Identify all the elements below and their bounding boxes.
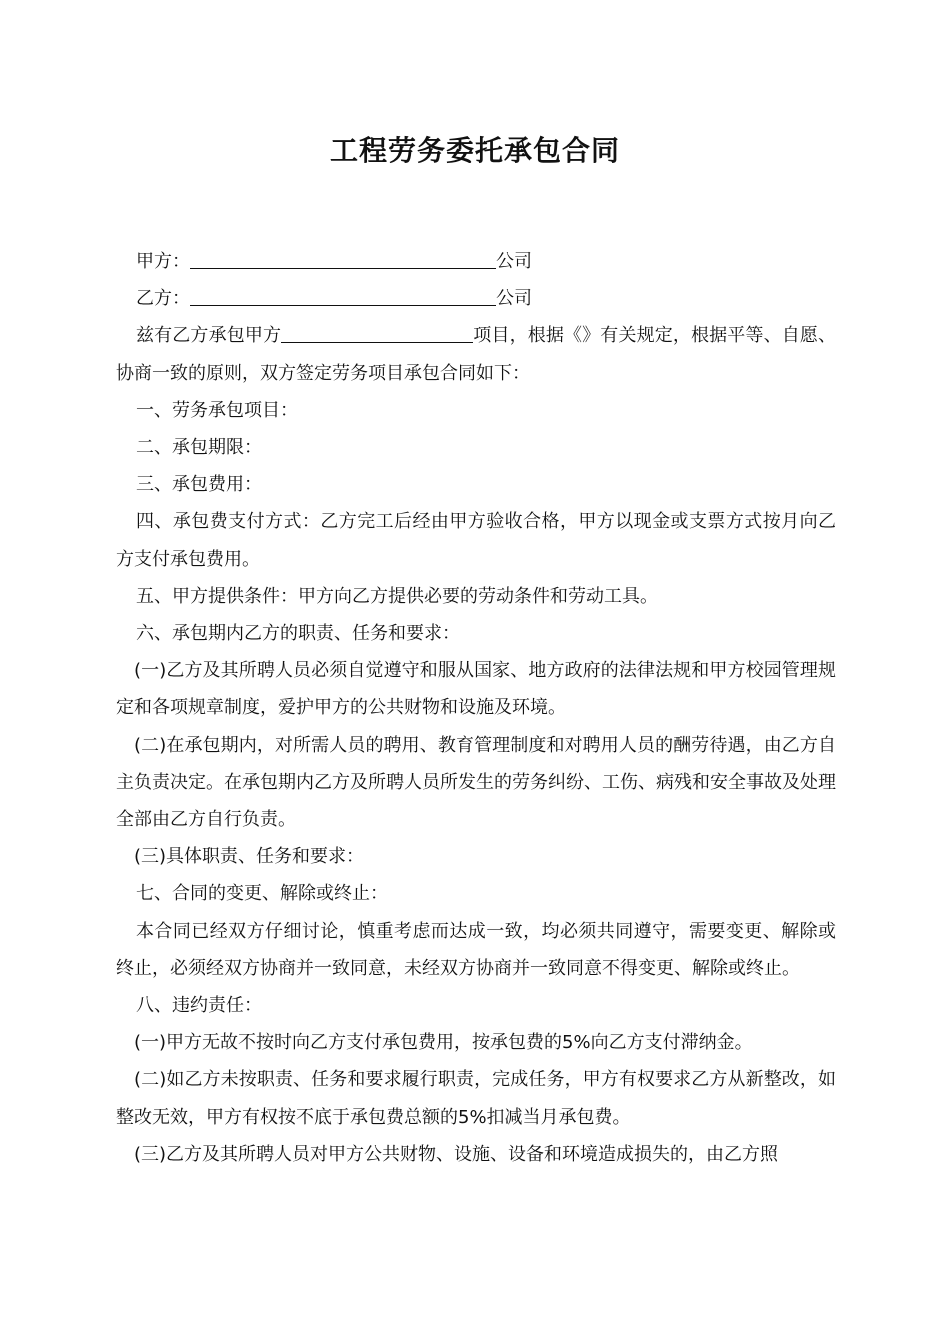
clause-2: 二、承包期限：: [136, 437, 262, 459]
party-a-label: 甲方：: [136, 251, 190, 272]
clause-6-item-1: (一)乙方及其所聘人员必须自觉遵守和服从国家、地方政府的法律法规和甲方校园管理规定和各项规章制度，爱护甲方的公共财物和设施及环境。: [116, 660, 836, 719]
party-a-line: [116, 243, 836, 280]
project-blank: [281, 322, 473, 343]
document-title: 工程劳务委托承包合同: [329, 134, 620, 167]
clause-6: 六、承包期内乙方的职责、任务和要求：: [136, 623, 460, 645]
clause-8-item-2: (二)如乙方未按职责、任务和要求履行职责，完成任务，甲方有权要求乙方从新整改，如整改无效，甲方有权按不底于承包费总额的5%扣减当月承包费。: [116, 1069, 836, 1128]
clause-7-text: 本合同已经双方仔细讨论，慎重考虑而达成一致，均必须共同遵守，需要变更、解除或终止，必须经双方协商并一致同意，未经双方协商并一致同意不得变更、解除或终止。: [116, 920, 836, 979]
clause-3: 三、承包费用：: [136, 474, 262, 496]
clause-8-item-3: (三)乙方及其所聘人员对甲方公共财物、设施、设备和环境造成损失的，由乙方照: [134, 1143, 779, 1165]
clause-1: 一、劳务承包项目：: [136, 399, 298, 421]
party-b-line: [116, 280, 836, 317]
clause-5: 五、甲方提供条件：甲方向乙方提供必要的劳动条件和劳动工具。: [136, 585, 658, 607]
party-a-suffix: 公司: [496, 251, 532, 272]
intro-part1: 兹有乙方承包甲方: [136, 325, 282, 347]
party-b-blank: [190, 285, 496, 306]
clause-8-item-1: (一)甲方无故不按时向乙方支付承包费用，按承包费的5%向乙方支付滞纳金。: [134, 1032, 753, 1054]
clause-7: 七、合同的变更、解除或终止：: [136, 883, 388, 905]
party-b-suffix: 公司: [496, 288, 532, 310]
clause-6-item-2: (二)在承包期内，对所需人员的聘用、教育管理制度和对聘用人员的酬劳待遇，由乙方自主负责决定。在承包期内乙方及所聘人员所发生的劳务纠纷、工伤、病残和安全事故及处理全部由乙方自行负责。: [116, 734, 836, 831]
clause-6-item-3: (三)具体职责、任务和要求：: [134, 846, 365, 868]
party-a-blank: [190, 248, 496, 269]
document-body: [116, 243, 836, 1173]
intro-part2: 项目，根据《》有关规定，根据平等、自愿、协商一致的原则，双方签定劳务项目承包合同如下：: [116, 325, 837, 384]
clause-8: 八、违约责任：: [136, 995, 262, 1017]
party-b-label: 乙方：: [136, 288, 190, 310]
intro-paragraph: [116, 317, 836, 391]
clause-4: 四、承包费支付方式：乙方完工后经由甲方验收合格，甲方以现金或支票方式按月向乙方支付承包费用。: [116, 511, 836, 570]
